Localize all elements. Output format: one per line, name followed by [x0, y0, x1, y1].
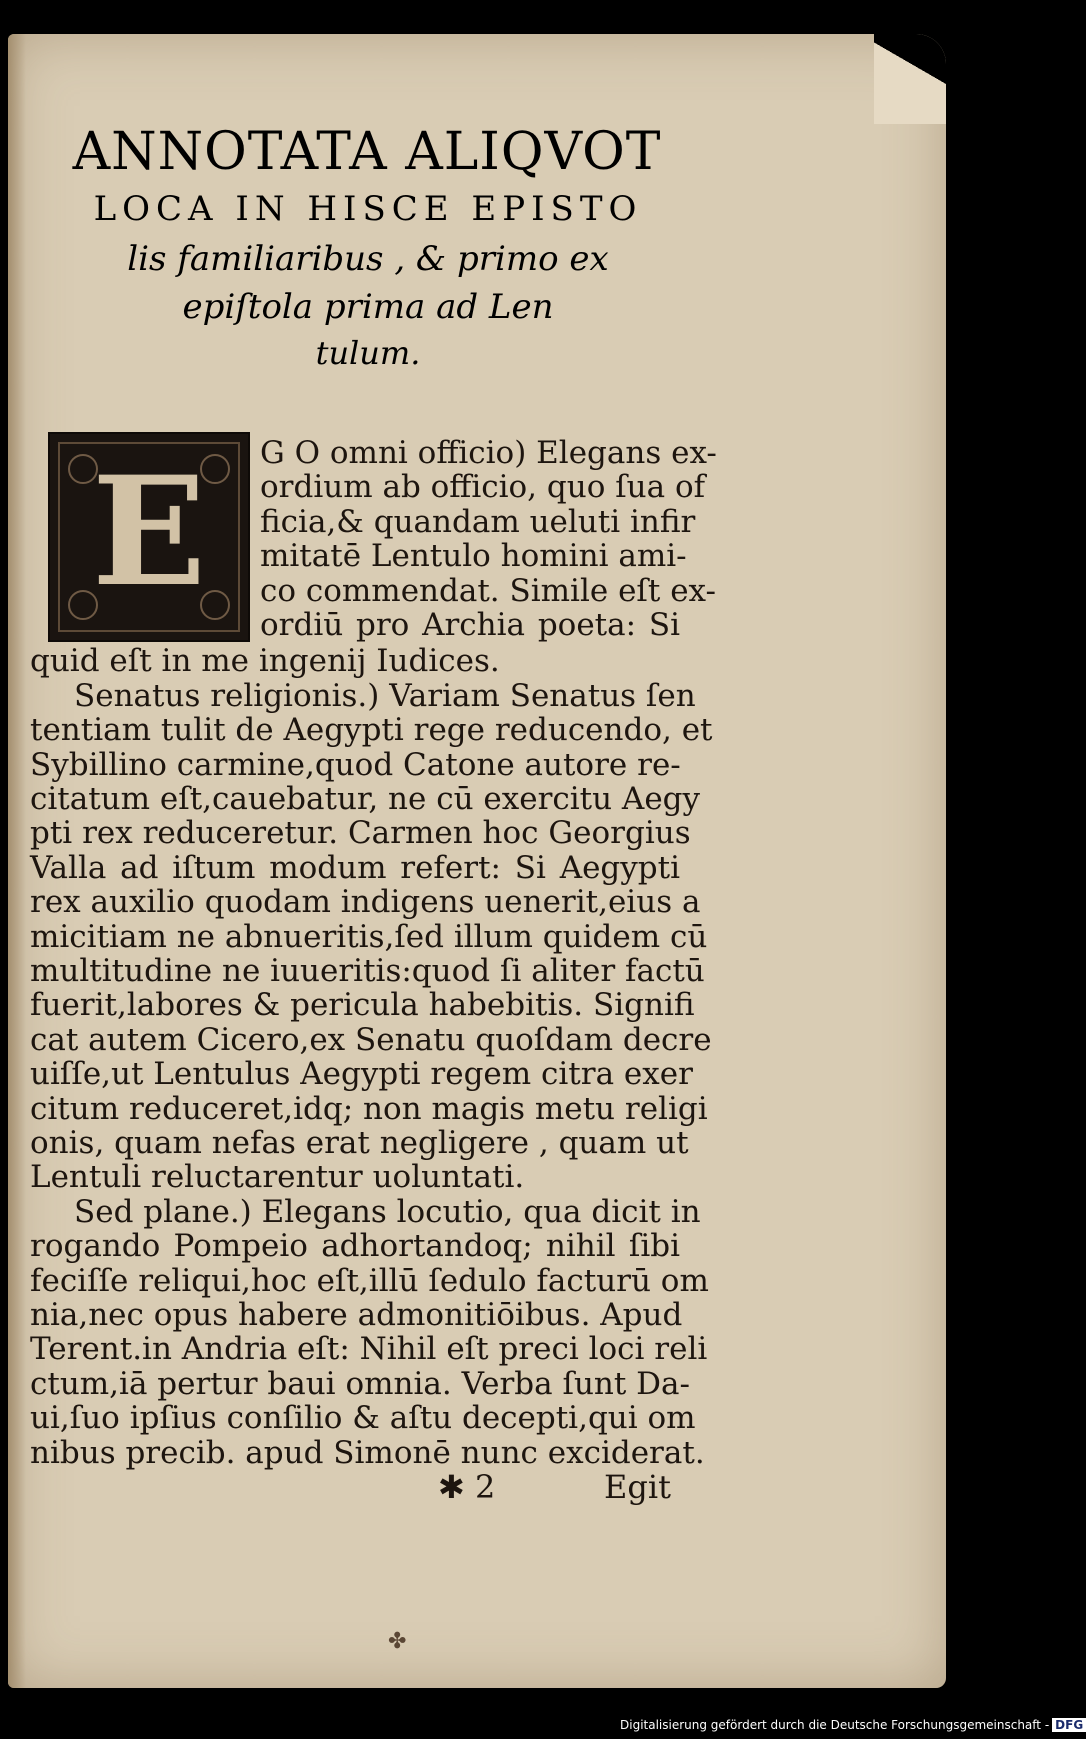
ink-blot-icon: ✤: [388, 1629, 407, 1654]
text-line: rogando Pompeio adhortandoq; nihil ſibi: [30, 1228, 680, 1265]
decorated-initial: [48, 432, 250, 642]
text-line: pti rex reduceretur. Carmen hoc Georgius: [30, 815, 691, 852]
text-line: ui,ſuo ipſius conſilio & aſtu decepti,qui om: [30, 1400, 696, 1437]
text-line: cat autem Cicero,ex Senatu quoſdam decre: [30, 1021, 712, 1058]
text-line: ordiū pro Archia poeta: Si: [260, 607, 680, 643]
text-line: co commendat. Simile eſt ex-: [260, 572, 716, 609]
book-page: [8, 34, 946, 1688]
page-edge-shadow: [8, 34, 26, 1688]
folded-corner: [874, 34, 946, 124]
text-line: G O omni officio) Elegans ex-: [260, 435, 717, 471]
text-line: uiſſe,ut Lentulus Aegypti regem citra exer: [30, 1056, 693, 1093]
heading-line-4: epiſtola prima ad Len: [182, 287, 554, 327]
heading-line-1: ANNOTATA ALIQVOT: [72, 122, 662, 182]
text-line: micitiam ne abnueritis,ſed illum quidem cū: [30, 918, 708, 955]
text-line: tentiam tulit de Aegypti rege reducendo, et: [30, 712, 713, 749]
text-line: Terent.in Andria eſt: Nihil eſt preci loci reli: [30, 1331, 708, 1368]
text-line: rex auxilio quodam indigens uenerit,eius a: [30, 884, 701, 921]
text-line: ficia,& quandam ueluti infir: [260, 503, 696, 540]
text-line: citatum eſt,cauebatur, ne cū exercitu Aegy: [30, 781, 701, 817]
dfg-logo: DFG: [1052, 1718, 1086, 1732]
heading-line-2: LOCA IN HISCE EPISTO: [93, 189, 643, 229]
footer-text: Digitalisierung gefördert durch die Deutsche Forschungsgemeinschaft -: [620, 1718, 1050, 1732]
digitization-footer: [620, 1718, 1084, 1736]
text-line: citum reduceret,idq; non magis metu religi: [30, 1090, 708, 1127]
text-line: multitudine ne iuueritis:quod ſi aliter factū: [30, 953, 705, 989]
catchword: Egit: [604, 1468, 671, 1506]
signature-mark: ✱ 2: [438, 1468, 496, 1506]
text-line: Sed plane.) Elegans locutio, qua dicit in: [74, 1193, 701, 1230]
text-line: ordium ab officio, quo ſua of: [260, 469, 706, 506]
text-line: Lentuli reluctarentur uoluntati.: [30, 1159, 525, 1196]
text-line: nia,nec opus habere admonitiōibus. Apud: [30, 1297, 683, 1333]
text-line: quid eſt in me ingenij Iudices.: [30, 643, 500, 680]
text-line: fuerit,labores & pericula habebitis. Signifi: [30, 987, 695, 1024]
text-line: Valla ad iſtum modum refert: Si Aegypti: [30, 849, 680, 886]
text-line: ctum,iā pertur baui omnia. Verba ſunt Da-: [30, 1365, 690, 1402]
text-line: feciſſe reliqui,hoc eſt,illū ſedulo facturū om: [30, 1262, 709, 1299]
heading-line-5: tulum.: [315, 334, 421, 372]
heading-line-3: lis familiaribus , & primo ex: [127, 239, 609, 279]
text-line: Sybillino carmine,quod Catone autore re-: [30, 746, 681, 783]
text-line: nibus precib. apud Simonē nunc exciderat.: [30, 1434, 705, 1471]
initial-letter: E: [91, 444, 207, 620]
text-line: onis, quam nefas erat negligere , quam ut: [30, 1125, 689, 1161]
text-line: mitatē Lentulo homini ami-: [260, 538, 687, 575]
text-line: Senatus religionis.) Variam Senatus ſen: [74, 677, 696, 714]
